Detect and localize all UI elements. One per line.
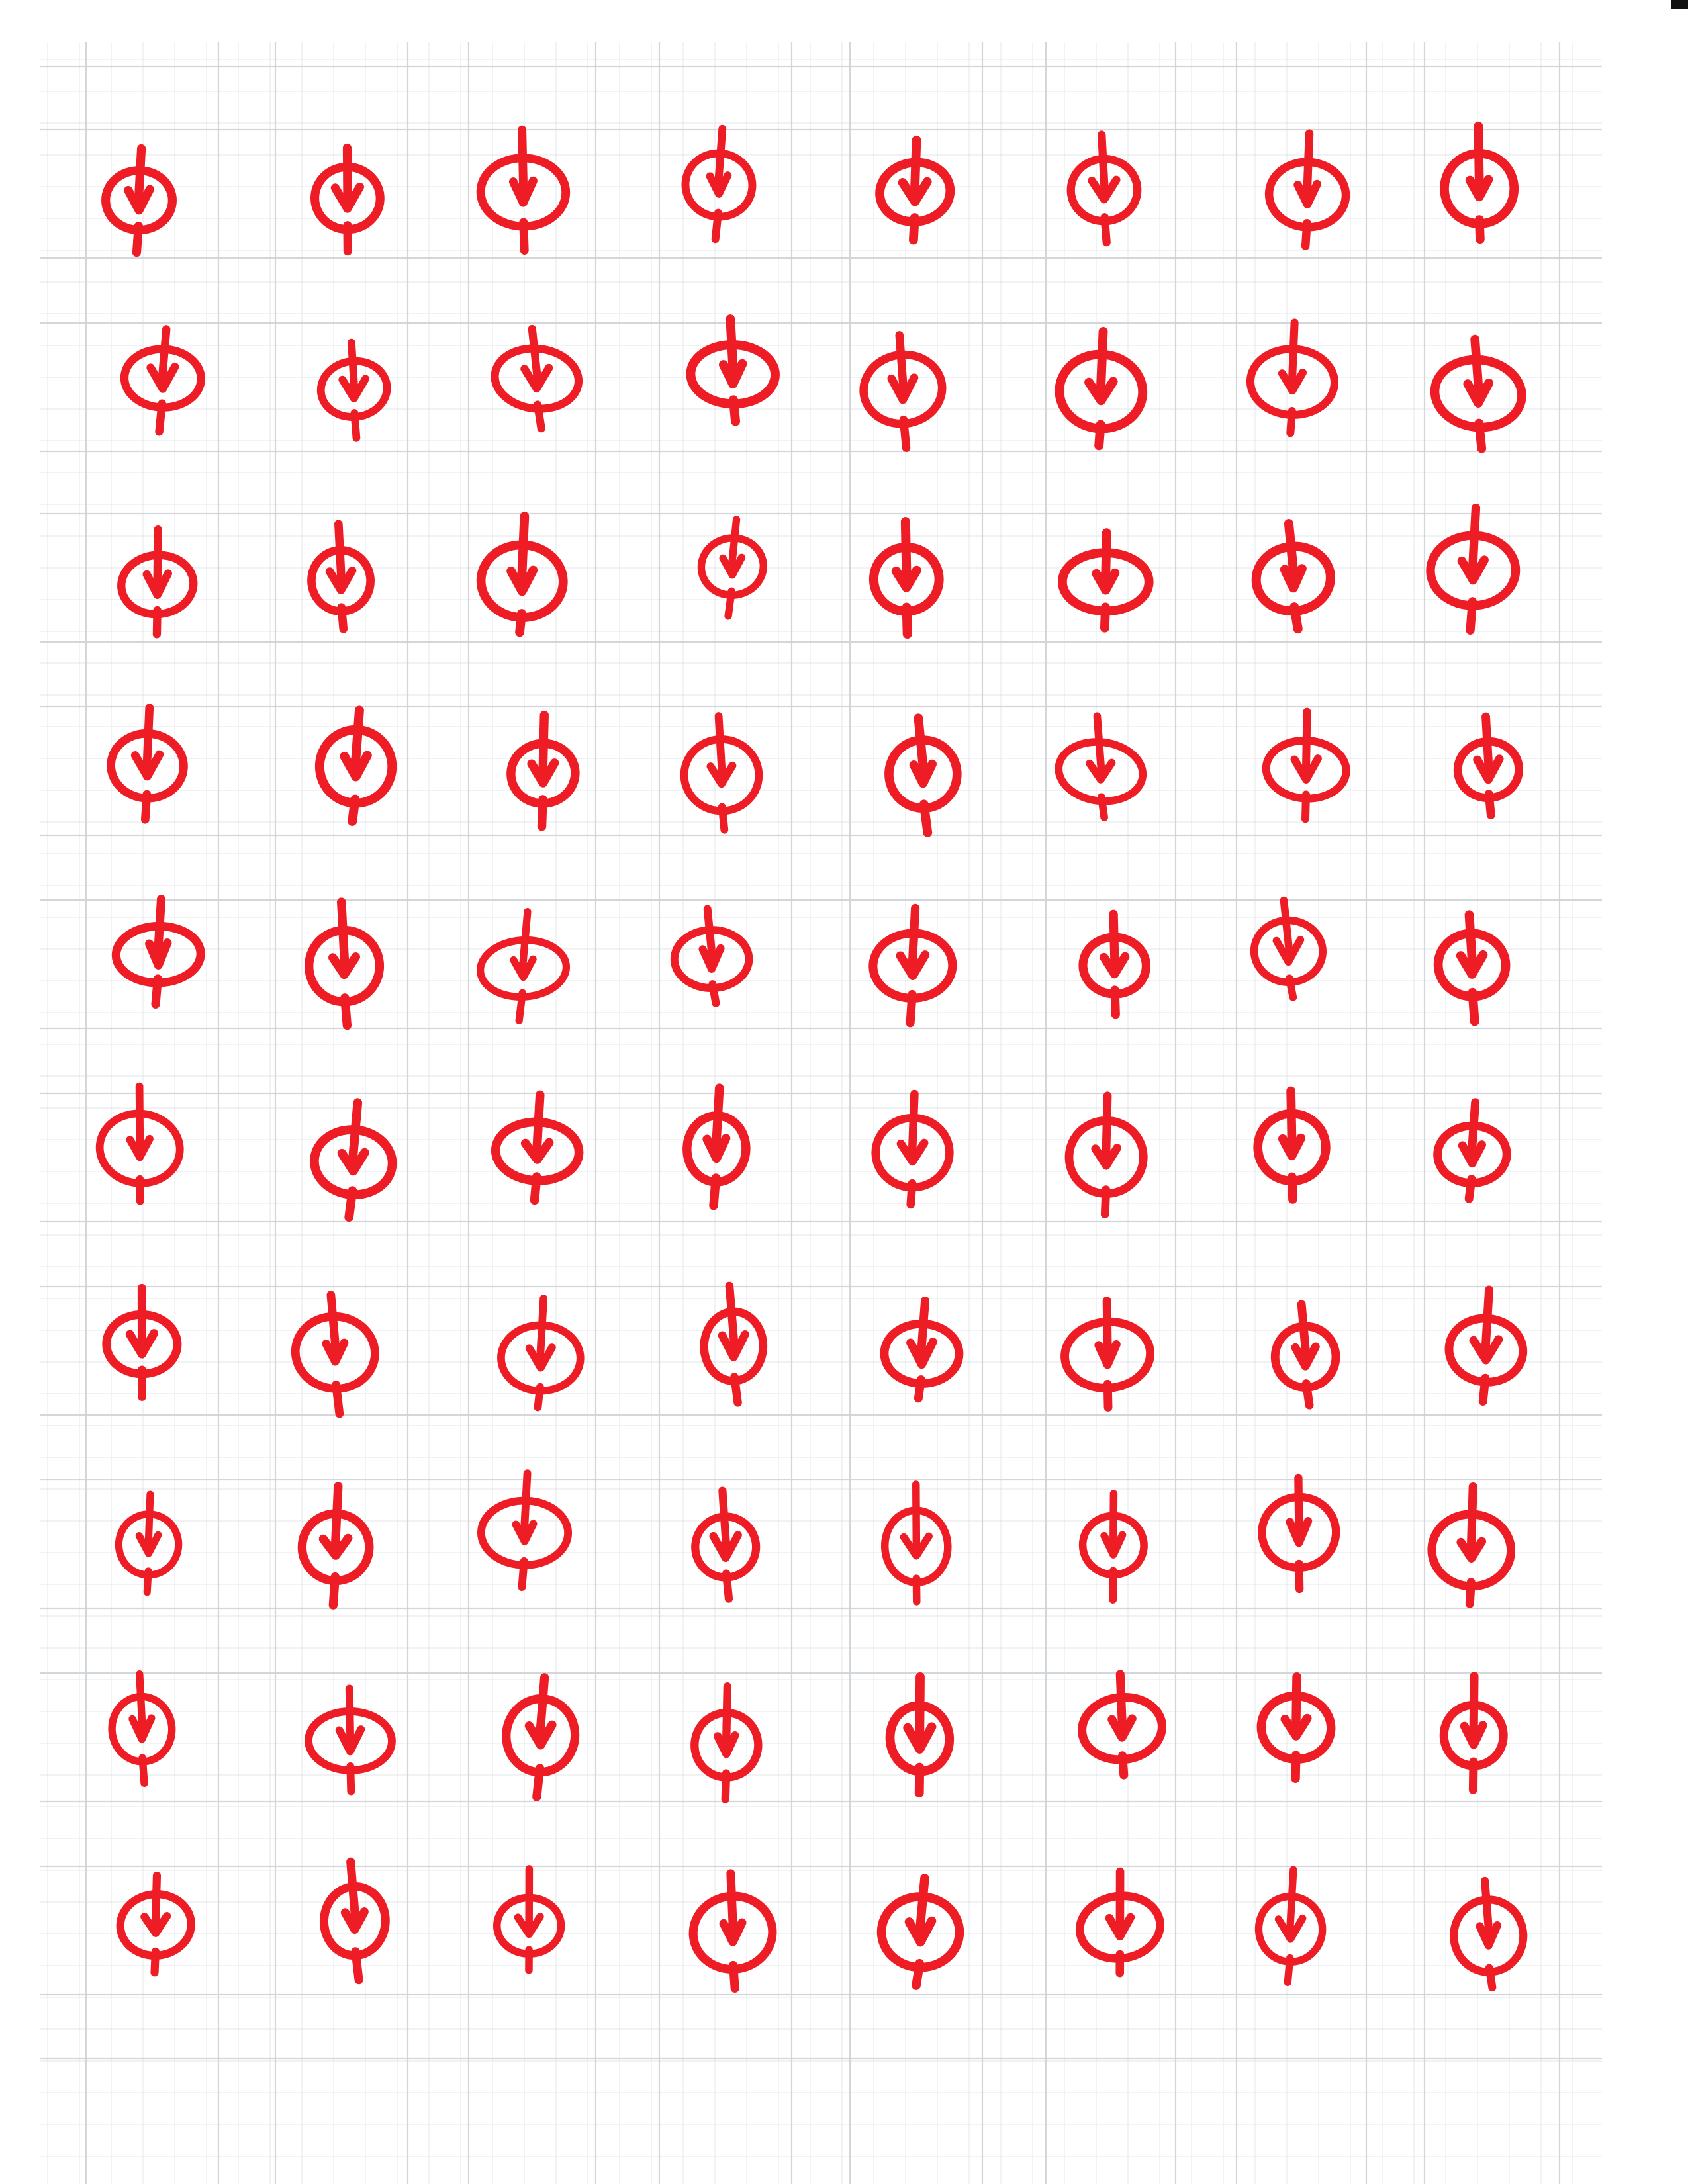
glyph-stem bbox=[916, 1484, 917, 1602]
glyph-stem bbox=[1486, 717, 1491, 815]
glyph-stem bbox=[911, 1094, 915, 1205]
glyph-stem bbox=[1290, 323, 1294, 433]
glyph-stem bbox=[1478, 126, 1480, 240]
glyph-stem bbox=[1305, 712, 1307, 819]
glyph-stem bbox=[534, 1095, 539, 1200]
glyph-stem bbox=[155, 1876, 157, 1972]
glyph-stem bbox=[350, 1688, 352, 1791]
glyph-stem bbox=[522, 130, 525, 250]
glyph-stem bbox=[1483, 1290, 1489, 1402]
glyph-stem bbox=[147, 1494, 150, 1592]
glyph-stem bbox=[1470, 1486, 1473, 1604]
glyph-stem bbox=[157, 529, 158, 634]
glyph-stem bbox=[541, 715, 544, 827]
glyph-stem bbox=[914, 140, 917, 240]
glyph-stem bbox=[145, 708, 149, 820]
glyph-stem bbox=[1473, 1676, 1474, 1790]
glyph-stem bbox=[919, 1677, 920, 1793]
glyph-stem bbox=[1105, 1096, 1107, 1214]
glyph-stem bbox=[1120, 1674, 1124, 1775]
glyph-stem bbox=[1113, 914, 1115, 1014]
glyph-stem bbox=[338, 524, 343, 629]
glyph-stem bbox=[1102, 135, 1106, 243]
scan-corner-mark bbox=[1671, 0, 1688, 9]
glyph-stem bbox=[1099, 332, 1103, 445]
glyph-stem bbox=[1305, 134, 1309, 246]
glyph-stem bbox=[520, 516, 524, 632]
